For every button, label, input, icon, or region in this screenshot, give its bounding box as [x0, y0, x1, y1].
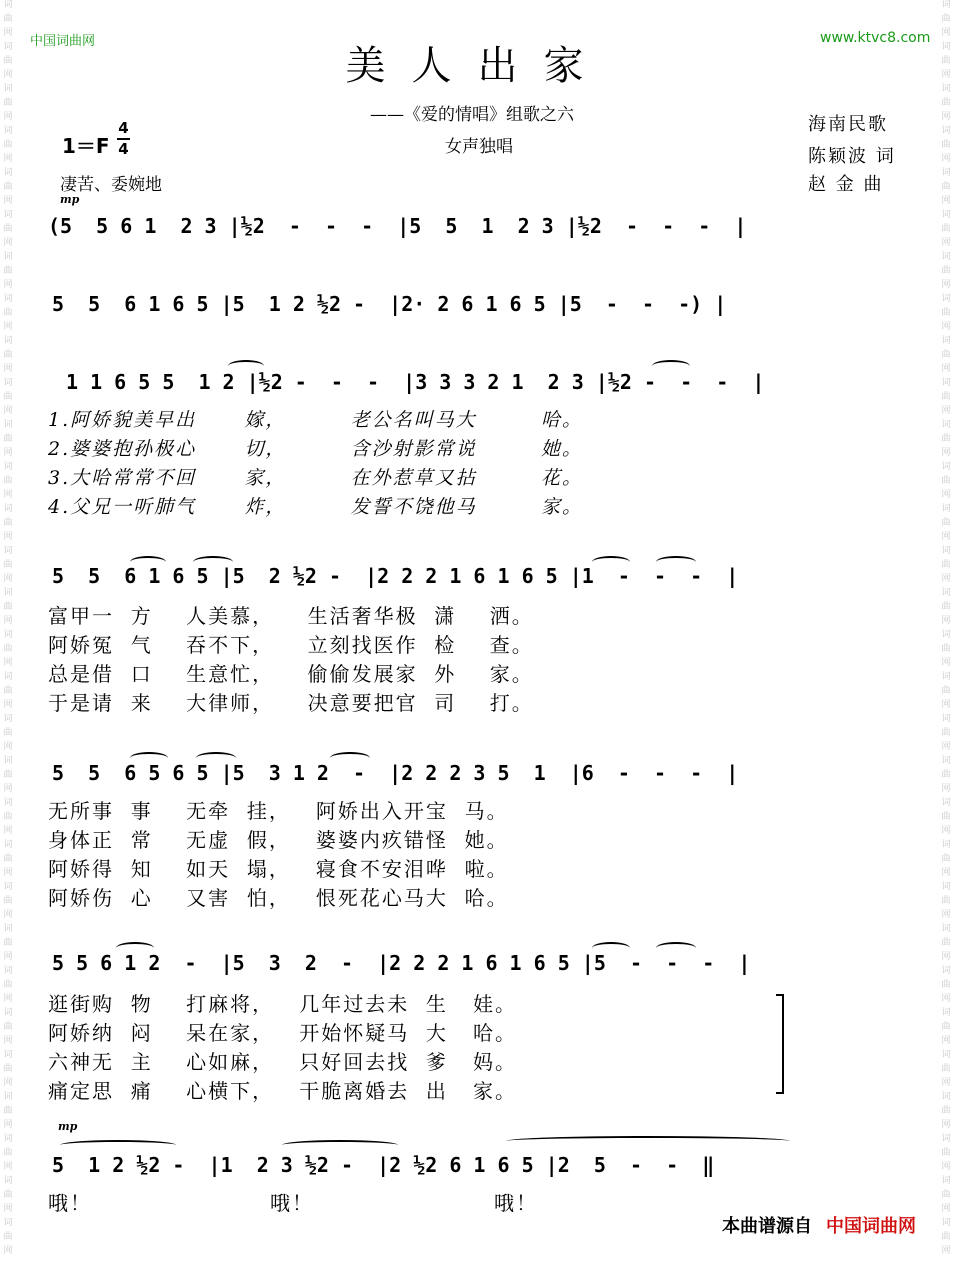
watermark-char: 网: [941, 154, 951, 164]
watermark-char: 曲: [941, 1022, 951, 1032]
watermark-char: 曲: [3, 476, 13, 486]
watermark-char: 网: [3, 1162, 13, 1172]
slur-mark: [592, 942, 630, 954]
watermark-char: 网: [3, 742, 13, 752]
watermark-char: 曲: [941, 476, 951, 486]
song-subtitle: ——《爱的情唱》组歌之六: [370, 105, 574, 125]
watermark-char: 词: [3, 966, 13, 976]
watermark-char: 曲: [3, 1148, 13, 1158]
watermark-char: 词: [3, 924, 13, 934]
watermark-char: 曲: [941, 1064, 951, 1074]
watermark-char: 网: [941, 994, 951, 1004]
watermark-char: 网: [3, 322, 13, 332]
watermark-char: 曲: [3, 644, 13, 654]
verse-line: 3.大哈常常不回 家， 在外惹草又拈 花。: [48, 467, 583, 489]
watermark-char: 曲: [941, 224, 951, 234]
right-watermark-column: [941, 0, 951, 1264]
watermark-char: 网: [941, 196, 951, 206]
watermark-char: 曲: [3, 1106, 13, 1116]
watermark-char: 词: [3, 1218, 13, 1228]
watermark-char: 网: [941, 238, 951, 248]
watermark-char: 词: [3, 504, 13, 514]
watermark-char: 曲: [3, 392, 13, 402]
watermark-char: 曲: [3, 560, 13, 570]
watermark-char: 词: [941, 84, 951, 94]
watermark-char: 词: [941, 42, 951, 52]
watermark-char: 曲: [3, 1022, 13, 1032]
watermark-char: 词: [3, 1134, 13, 1144]
watermark-char: 词: [941, 1218, 951, 1228]
time-signature-top: 4: [118, 119, 129, 137]
watermark-char: 词: [3, 546, 13, 556]
verse-line: 逛街购 物 打麻将， 几年过去未 生 娃。: [48, 992, 518, 1016]
watermark-char: 网: [3, 280, 13, 290]
watermark-char: 网: [941, 322, 951, 332]
watermark-char: 网: [3, 406, 13, 416]
verse-line: 阿娇得 知 如天 塌， 寝食不安泪哗 啦。: [48, 857, 509, 881]
watermark-char: 网: [3, 868, 13, 878]
credit-origin: 海南民歌: [808, 114, 888, 135]
watermark-char: 词: [3, 420, 13, 430]
watermark-char: 词: [941, 1008, 951, 1018]
watermark-char: 词: [3, 126, 13, 136]
watermark-char: 词: [3, 168, 13, 178]
credit-composer: 赵 金 曲: [808, 174, 884, 195]
watermark-char: 网: [941, 952, 951, 962]
watermark-char: 词: [3, 840, 13, 850]
watermark-char: 曲: [3, 308, 13, 318]
watermark-char: 网: [3, 70, 13, 80]
footer-source-text: 本曲谱源自: [722, 1216, 812, 1237]
slur-mark: [592, 556, 630, 568]
watermark-char: 曲: [3, 350, 13, 360]
watermark-char: 曲: [941, 98, 951, 108]
watermark-char: 词: [941, 126, 951, 136]
slur-mark: [60, 1140, 176, 1150]
watermark-char: 词: [3, 882, 13, 892]
watermark-char: 词: [3, 378, 13, 388]
watermark-char: 网: [3, 154, 13, 164]
watermark-char: 曲: [941, 1106, 951, 1116]
watermark-char: 曲: [3, 266, 13, 276]
watermark-char: 词: [941, 546, 951, 556]
watermark-char: 网: [941, 532, 951, 542]
watermark-char: 词: [3, 462, 13, 472]
watermark-char: 网: [3, 28, 13, 38]
watermark-char: 曲: [941, 770, 951, 780]
watermark-char: 网: [941, 1078, 951, 1088]
slur-mark: [228, 360, 264, 372]
watermark-char: 词: [3, 84, 13, 94]
watermark-char: 曲: [3, 728, 13, 738]
watermark-char: 曲: [941, 14, 951, 24]
slur-mark: [652, 360, 690, 372]
watermark-char: 曲: [3, 518, 13, 528]
coda-lyric: 哦！: [48, 1191, 92, 1215]
watermark-char: 网: [941, 70, 951, 80]
watermark-char: 词: [941, 210, 951, 220]
watermark-char: 曲: [3, 224, 13, 234]
watermark-char: 曲: [941, 980, 951, 990]
watermark-char: 曲: [3, 854, 13, 864]
watermark-char: 网: [941, 868, 951, 878]
watermark-char: 词: [3, 210, 13, 220]
watermark-char: 网: [3, 364, 13, 374]
watermark-char: 词: [3, 0, 13, 10]
site-name-left[interactable]: 中国词曲网: [30, 34, 96, 49]
watermark-char: 曲: [941, 1232, 951, 1242]
slur-mark: [130, 752, 168, 764]
watermark-char: 词: [941, 924, 951, 934]
coda-lyric: 哦！: [494, 1191, 538, 1215]
verse-line: 1.阿娇貌美早出 嫁， 老公名叫马大 哈。: [48, 409, 583, 431]
watermark-char: 词: [3, 42, 13, 52]
slur-mark: [130, 556, 166, 568]
watermark-char: 网: [941, 1120, 951, 1130]
watermark-char: 词: [3, 1050, 13, 1060]
watermark-char: 网: [941, 1204, 951, 1214]
coda-lyric: 哦！: [270, 1191, 314, 1215]
watermark-char: 词: [941, 798, 951, 808]
dynamic-marking: mp: [60, 193, 80, 206]
slur-mark: [330, 752, 370, 764]
credit-lyricist: 陈颖波 词: [808, 146, 896, 167]
watermark-char: 网: [3, 658, 13, 668]
slur-mark: [193, 556, 233, 568]
slur-mark: [656, 556, 696, 568]
watermark-char: 词: [3, 756, 13, 766]
watermark-char: 词: [3, 336, 13, 346]
watermark-char: 网: [941, 490, 951, 500]
watermark-char: 词: [941, 840, 951, 850]
watermark-char: 曲: [3, 602, 13, 612]
watermark-char: 曲: [941, 896, 951, 906]
watermark-char: 词: [3, 252, 13, 262]
watermark-char: 词: [941, 966, 951, 976]
watermark-char: 曲: [3, 770, 13, 780]
watermark-char: 曲: [941, 140, 951, 150]
watermark-char: 网: [941, 280, 951, 290]
watermark-char: 词: [3, 1176, 13, 1186]
notation-row-7: 5 1 2 ½2 - |1 2 3 ½2 - |2 ½2 6 1 6 5 |2 5 - - ‖: [52, 1153, 715, 1177]
watermark-char: 网: [941, 742, 951, 752]
watermark-char: 网: [941, 910, 951, 920]
watermark-char: 网: [941, 784, 951, 794]
watermark-char: 曲: [941, 1148, 951, 1158]
watermark-char: 网: [941, 574, 951, 584]
verse-line: 2.婆婆抱孙极心 切， 含沙射影常说 她。: [48, 438, 583, 460]
watermark-char: 网: [3, 1120, 13, 1130]
watermark-char: 曲: [3, 56, 13, 66]
watermark-char: 网: [3, 574, 13, 584]
dynamic-marking-coda: mp: [58, 1120, 78, 1133]
watermark-char: 词: [941, 714, 951, 724]
watermark-char: 网: [941, 700, 951, 710]
watermark-char: 曲: [941, 308, 951, 318]
watermark-char: 曲: [3, 1190, 13, 1200]
verse-line: 4.父兄一听肺气 炸， 发誓不饶他马 家。: [48, 496, 583, 518]
watermark-char: 词: [3, 588, 13, 598]
watermark-char: 词: [3, 1092, 13, 1102]
verse-line: 身体正 常 无虚 假， 婆婆内疚错怪 她。: [48, 828, 509, 852]
watermark-char: 词: [941, 252, 951, 262]
watermark-char: 曲: [3, 140, 13, 150]
notation-row-6: 5 5 6 1 2 - |5 3 2 - |2 2 2 1 6 1 6 5 |5 - - - |: [52, 951, 751, 975]
notation-row-4: 5 5 6 1 6 5 |5 2 ½2 - |2 2 2 1 6 1 6 5 |1 - - - |: [52, 564, 739, 588]
watermark-char: 网: [3, 112, 13, 122]
watermark-char: 网: [941, 1162, 951, 1172]
watermark-char: 网: [3, 826, 13, 836]
watermark-char: 曲: [3, 182, 13, 192]
watermark-char: 词: [941, 1134, 951, 1144]
watermark-char: 曲: [3, 14, 13, 24]
watermark-char: 网: [3, 490, 13, 500]
watermark-char: 词: [941, 0, 951, 10]
watermark-char: 曲: [941, 854, 951, 864]
verse-line: 无所事 事 无牵 挂， 阿娇出入开宝 马。: [48, 799, 509, 823]
watermark-char: 词: [941, 168, 951, 178]
watermark-char: 曲: [3, 1064, 13, 1074]
watermark-char: 词: [941, 1092, 951, 1102]
watermark-char: 网: [3, 532, 13, 542]
verse-line: 痛定思 痛 心横下， 干脆离婚去 出 家。: [48, 1079, 518, 1103]
watermark-char: 曲: [941, 266, 951, 276]
watermark-char: 曲: [3, 938, 13, 948]
key-signature: 1＝F: [62, 134, 110, 158]
watermark-char: 词: [941, 756, 951, 766]
watermark-char: 网: [3, 784, 13, 794]
watermark-char: 曲: [941, 728, 951, 738]
watermark-char: 曲: [941, 938, 951, 948]
slur-mark: [196, 752, 236, 764]
watermark-char: 曲: [941, 350, 951, 360]
watermark-char: 网: [941, 406, 951, 416]
verse-line: 总是借 口 生意忙， 偷偷发展家 外 家。: [48, 662, 534, 686]
slur-mark: [506, 1136, 790, 1146]
watermark-char: 网: [3, 1246, 13, 1256]
watermark-char: 网: [3, 994, 13, 1004]
verse-line: 阿娇纳 闷 呆在家， 开始怀疑马 大 哈。: [48, 1021, 518, 1045]
footer-source[interactable]: [722, 1212, 916, 1238]
watermark-char: 网: [941, 826, 951, 836]
watermark-char: 曲: [941, 686, 951, 696]
watermark-char: 网: [941, 112, 951, 122]
watermark-char: 网: [941, 616, 951, 626]
watermark-char: 曲: [941, 518, 951, 528]
watermark-char: 网: [941, 448, 951, 458]
watermark-char: 网: [3, 616, 13, 626]
watermark-char: 词: [941, 294, 951, 304]
watermark-char: 网: [3, 448, 13, 458]
slur-mark: [282, 1140, 398, 1150]
watermark-char: 曲: [941, 434, 951, 444]
watermark-char: 网: [3, 1078, 13, 1088]
watermark-char: 词: [3, 714, 13, 724]
watermark-char: 词: [941, 420, 951, 430]
verse-line: 六神无 主 心如麻， 只好回去找 爹 妈。: [48, 1050, 518, 1074]
watermark-char: 曲: [941, 1190, 951, 1200]
watermark-char: 网: [941, 658, 951, 668]
notation-row-5: 5 5 6 5 6 5 |5 3 1 2 - |2 2 2 3 5 1 |6 - - - |: [52, 761, 739, 785]
watermark-char: 网: [941, 1246, 951, 1256]
watermark-char: 网: [3, 952, 13, 962]
watermark-char: 词: [3, 1008, 13, 1018]
watermark-char: 网: [3, 196, 13, 206]
watermark-char: 网: [3, 700, 13, 710]
watermark-char: 词: [3, 798, 13, 808]
watermark-char: 曲: [3, 896, 13, 906]
watermark-char: 词: [941, 882, 951, 892]
watermark-char: 词: [941, 1176, 951, 1186]
watermark-char: 曲: [941, 812, 951, 822]
time-signature-bottom: 4: [118, 140, 129, 158]
watermark-char: 曲: [941, 644, 951, 654]
slur-mark: [116, 942, 154, 954]
slur-mark: [656, 942, 696, 954]
watermark-char: 词: [941, 630, 951, 640]
verse-line: 富甲一 方 人美慕， 生活奢华极 潇 洒。: [48, 604, 534, 628]
watermark-char: 词: [3, 294, 13, 304]
watermark-char: 曲: [941, 56, 951, 66]
watermark-char: 词: [941, 504, 951, 514]
watermark-char: 词: [3, 630, 13, 640]
verse-bracket: [776, 994, 784, 1094]
verse-line: 阿娇伤 心 又害 怕， 恨死花心马大 哈。: [48, 886, 509, 910]
watermark-char: 曲: [3, 434, 13, 444]
watermark-char: 网: [941, 28, 951, 38]
watermark-char: 曲: [3, 812, 13, 822]
tempo-marking: 凄苦、委婉地: [60, 175, 162, 195]
watermark-char: 曲: [941, 182, 951, 192]
watermark-char: 网: [3, 1036, 13, 1046]
watermark-char: 词: [3, 672, 13, 682]
left-watermark-column: [3, 0, 13, 1264]
watermark-char: 词: [941, 462, 951, 472]
watermark-char: 词: [941, 588, 951, 598]
watermark-char: 曲: [941, 392, 951, 402]
footer-source-site[interactable]: 中国词曲网: [826, 1216, 916, 1237]
watermark-char: 词: [941, 672, 951, 682]
watermark-char: 曲: [3, 1232, 13, 1242]
song-title: 美人出家: [345, 43, 610, 89]
watermark-char: 词: [941, 336, 951, 346]
watermark-char: 网: [3, 1204, 13, 1214]
watermark-char: 网: [941, 364, 951, 374]
site-url-right[interactable]: www.ktvc8.com: [820, 30, 931, 46]
watermark-char: 词: [941, 1050, 951, 1060]
watermark-char: 网: [941, 1036, 951, 1046]
notation-row-2: 5 5 6 1 6 5 |5 1 2 ½2 - |2· 2 6 1 6 5 |5 - - -) |: [52, 292, 727, 316]
verse-line: 于是请 来 大律师， 决意要把官 司 打。: [48, 691, 534, 715]
notation-row-1: (5 5 6 1 2 3 |½2 - - - |5 5 1 2 3 |½2 - - - |: [48, 214, 747, 238]
watermark-char: 网: [3, 910, 13, 920]
verse-line: 阿娇冤 气 吞不下， 立刻找医作 检 查。: [48, 633, 534, 657]
watermark-char: 曲: [3, 98, 13, 108]
performance-type: 女声独唱: [445, 137, 513, 157]
watermark-char: 曲: [3, 686, 13, 696]
watermark-char: 曲: [941, 602, 951, 612]
watermark-char: 曲: [941, 560, 951, 570]
watermark-char: 词: [941, 378, 951, 388]
watermark-char: 网: [3, 238, 13, 248]
notation-row-3: 1 1 6 5 5 1 2 |½2 - - - |3 3 3 2 1 2 3 |½2 - - - |: [66, 370, 765, 394]
time-signature: [117, 120, 130, 158]
watermark-char: 曲: [3, 980, 13, 990]
